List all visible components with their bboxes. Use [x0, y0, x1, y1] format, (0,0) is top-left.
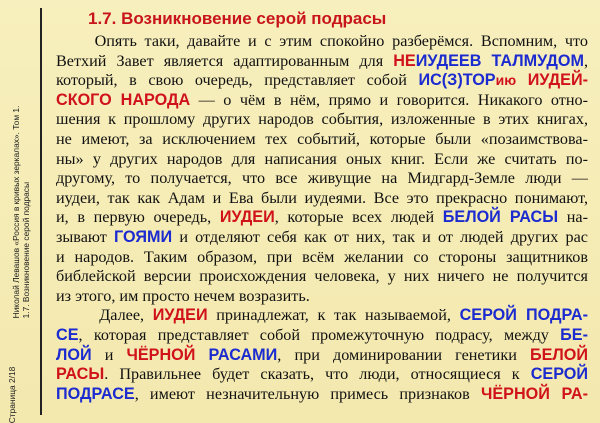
sidebar-book-title: Николай Левашов «Россия в кривых зеркалах». Том 1.: [11, 105, 21, 319]
text-run: — о чём в нём, прямо и говорится. Никакого отно-: [190, 90, 588, 109]
text-run: и отделяют себя как от них, так и от людей других рас: [172, 227, 588, 246]
highlighted-term: ТАЛМУДОМ: [491, 51, 584, 70]
text-line: [56, 71, 588, 91]
text-run: из этого, им просто нечем возразить.: [56, 286, 310, 305]
highlighted-term: БЕЛОЙ РАСЫ: [442, 208, 559, 227]
sidebar: [0, 0, 42, 423]
text-run: на-: [558, 208, 588, 227]
text-run: [516, 71, 528, 89]
text-line: [56, 150, 588, 170]
text-run: , которая представляет собой промежуточную подрасу, между: [78, 325, 561, 344]
text-run: библейской версии происхождения человека, у них ничего не получится: [56, 267, 588, 286]
text-line: [56, 189, 588, 209]
section-heading: 1.7. Возникновение серой подрасы: [88, 9, 387, 28]
text-run: , при доминировании генетики: [277, 345, 530, 364]
text-run: зывают: [56, 227, 115, 246]
text-run: и: [91, 345, 127, 364]
sidebar-book-caption: [11, 106, 31, 319]
text-line: [56, 91, 588, 111]
text-line: [56, 346, 588, 366]
text-run: ,: [583, 51, 588, 70]
highlighted-term: НЕ: [393, 51, 416, 70]
text-line: [56, 365, 588, 385]
highlighted-term: ЛОЙ: [56, 345, 92, 364]
text-run: . Правильнее будет сказать, что люди, относящиеся к: [104, 365, 531, 384]
text-line: [56, 385, 588, 405]
highlighted-term: РАСЫ: [56, 365, 105, 384]
text-run: другому, то получается, что все живущие на Мидгард-Земле люди —: [56, 169, 588, 188]
text-run: принадлежат, к так называемой,: [207, 306, 460, 325]
sidebar-divider: [40, 8, 42, 415]
text-run: Ветхий Завет является адаптированным для: [56, 51, 394, 70]
highlighted-term: ию: [495, 72, 517, 89]
text-run: [481, 52, 491, 70]
text-run: который, в свою очередь, представляет собой: [56, 71, 419, 90]
text-run: [195, 346, 208, 364]
highlighted-term: СЕРОЙ: [530, 365, 588, 384]
highlighted-term: ИУДЕИ: [219, 208, 275, 227]
highlighted-term: ИУДЕЙ-: [527, 71, 588, 90]
text-line: [56, 326, 588, 346]
text-line: [56, 169, 588, 189]
sidebar-chapter-title: 1.7. Возникновение серой подрасы: [21, 182, 31, 319]
highlighted-term: БЕЛОЙ: [529, 345, 589, 364]
text-run: , имеют незначительную примесь признаков: [134, 384, 481, 403]
highlighted-term: ЧЁРНОЙ: [126, 345, 196, 364]
highlighted-term: СЕ: [56, 325, 79, 344]
text-run: Далее,: [56, 306, 153, 325]
text-run: шения к прошлому других народов события, изложенные в этих книгах,: [56, 110, 588, 129]
text-run: иудеи, так как Адам и Ева были иудеями. Все это прекрасно понимают,: [56, 188, 588, 207]
highlighted-term: ИС(З)ТОР: [418, 71, 496, 90]
text-line: [56, 267, 588, 287]
document-body: [56, 8, 588, 404]
text-line: [56, 130, 588, 150]
highlighted-term: ПОДРАСЕ: [56, 384, 135, 403]
text-line: [56, 306, 588, 326]
highlighted-term: ГОЯМИ: [114, 227, 173, 246]
highlighted-term: ЧЁРНОЙ РА-: [480, 384, 588, 403]
text-line: [56, 110, 588, 130]
paragraph-text: [56, 32, 588, 404]
text-line: [56, 287, 588, 307]
highlighted-term: СКОГО НАРОДА: [56, 90, 191, 109]
text-run: и, в первую очередь,: [56, 208, 220, 227]
text-line: [56, 248, 588, 268]
text-run: и народов. Таким образом, при всём желании со стороны защитников: [56, 247, 588, 266]
page-number: Страница 2/18: [7, 366, 17, 423]
highlighted-term: БЕ-: [560, 325, 588, 344]
text-line: [56, 228, 588, 248]
highlighted-term: ИУДЕИ: [152, 306, 208, 325]
highlighted-term: РАСАМИ: [208, 345, 278, 364]
text-line: [56, 52, 588, 72]
highlighted-term: СЕРОЙ ПОДРА-: [459, 306, 588, 325]
text-run: , которые всех людей: [274, 208, 443, 227]
text-run: ны» у других народов для написания оных книг. Если же считать по-: [56, 149, 588, 168]
text-line: [56, 32, 588, 52]
text-run: Опять таки, давайте и с этим спокойно разберёмся. Вспомним, что: [56, 32, 588, 50]
text-run: не имеют, за исключением тех событий, которые были «позаимствова-: [56, 129, 588, 148]
highlighted-term: ИУДЕЕВ: [415, 51, 482, 70]
text-line: [56, 208, 588, 228]
